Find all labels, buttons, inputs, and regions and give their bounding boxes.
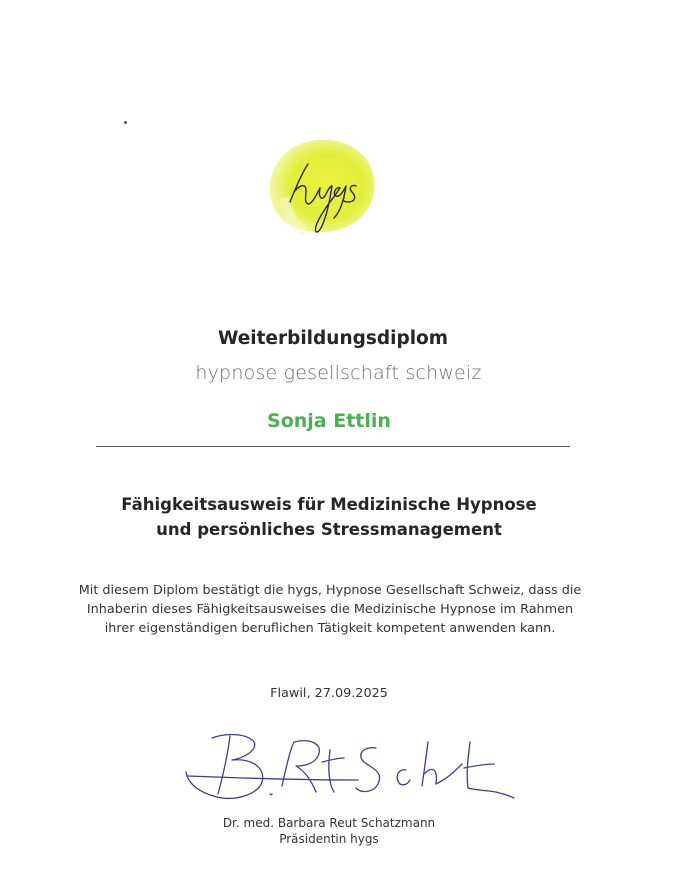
body-line-2: Inhaberin dieses Fähigkeitsausweises die Medizinische Hypnose im Rahmen: [86, 602, 574, 617]
body-line-1: Mit diesem Diplom bestätigt die hygs, Hypnose Gesellschaft Schweiz, dass die: [78, 583, 582, 598]
body-line-3: ihrer eigenständigen beruflichen Tätigkeit kompetent anwenden kann.: [104, 621, 556, 636]
diploma-title: Weiterbildungsdiplom: [217, 328, 449, 349]
place-and-date: Flawil, 27.09.2025: [270, 686, 388, 701]
hygs-logo-icon: [228, 130, 398, 240]
certificate-body: [40, 581, 620, 638]
subtitle-line-1: Fähigkeitsausweis für Medizinische Hypnose: [121, 495, 537, 514]
subtitle-line-2: und persönliches Stressmanagement: [156, 520, 502, 539]
recipient-name: Sonja Ettlin: [267, 410, 391, 432]
signer-name: Dr. med. Barbara Reut Schatzmann: [222, 816, 436, 830]
handwritten-signature: [178, 728, 518, 810]
signer-role: Präsidentin hygs: [279, 832, 379, 846]
organization-name: hypnose gesellschaft schweiz: [195, 362, 482, 384]
recipient-underline: [96, 446, 570, 447]
certificate-subtitle: [0, 492, 658, 542]
